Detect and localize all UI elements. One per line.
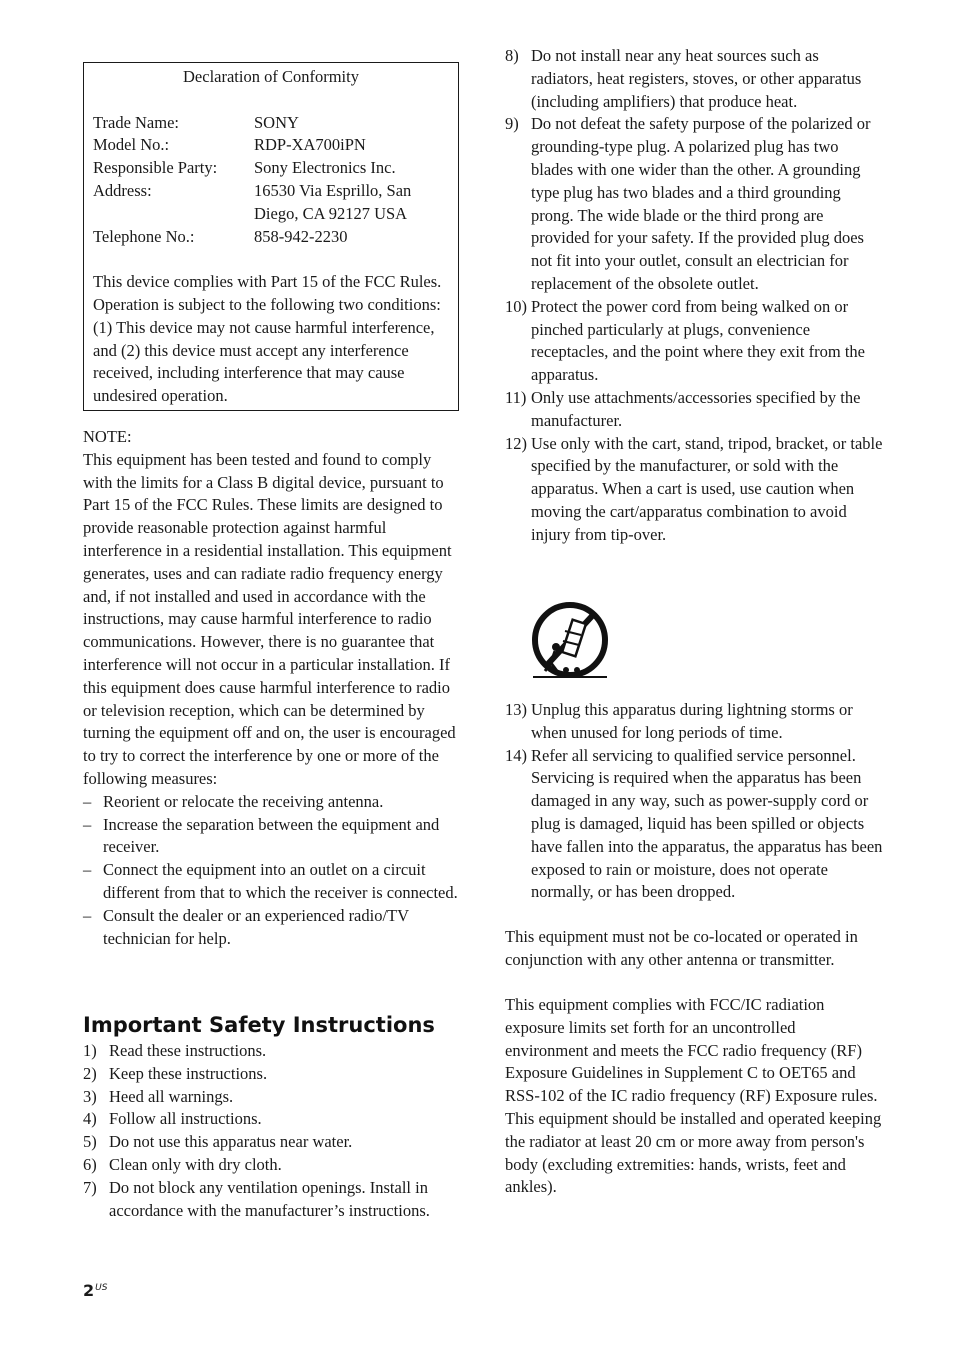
item-number: 5) [83,1132,97,1152]
note-label: NOTE: [83,427,132,446]
item-number: 8) [505,46,519,65]
item-text: Heed all warnings. [109,1086,234,1106]
row-key: Telephone No.: [93,226,195,246]
item-text: Refer all servicing to qualified service personnel. Servicing is required when the apparatus has been damaged in any way, such as power-supply cord or plug is damaged, liquid has been spilled or objects have fallen into the apparatus, the apparatus has been exposed to rain or moisture, does not operate normally, or has been dropped. [531,745,883,902]
rf-exposure-section [505,994,883,1199]
safety-item [505,113,883,295]
declaration-row-address [93,180,458,226]
spacer [93,248,458,271]
item-text: Do not defeat the safety purpose of the polarized or grounding-type plug. A polarized plug has two blades with one wider than the other. A grounding type plug has two blades and a third grounding prong. The wide blade or the third prong are provided for your safety. If the provided plug does not fit into your outlet, consult an electrician for replacement of the obsolete outlet. [531,114,871,293]
safety-list-part-2 [505,45,883,547]
dash-bullet: – [83,905,92,925]
safety-item [83,1154,463,1177]
item-text: Do not install near any heat sources such as radiators, heat registers, stoves, or other apparatus (including amplifiers) that produce heat. [531,46,862,111]
safety-item [83,1040,463,1063]
declaration-row-responsible-party [93,157,458,180]
item-text: Do not block any ventilation openings. Install in accordance with the manufacturer’s instructions. [109,1177,430,1220]
safety-heading: Important Safety Instructions [83,1013,435,1037]
cart-tip-over-warning-icon [529,601,611,683]
measure-item [83,814,461,860]
safety-item [505,45,883,113]
item-number: 12) [505,433,527,453]
dash-bullet: – [83,860,92,880]
row-key: Trade Name: [93,112,179,132]
item-text: Keep these instructions. [109,1063,268,1083]
safety-item [505,433,883,547]
safety-list-part-3 [505,699,883,904]
item-number: 14) [505,745,527,765]
measure-text: Increase the separation between the equipment and receiver. [103,814,440,857]
measure-item [83,859,461,905]
row-key: Model No.: [93,135,170,155]
item-number: 4) [83,1109,97,1129]
row-value: 858-942-2230 [254,226,348,246]
dash-bullet: – [83,791,92,811]
safety-item [83,1108,463,1131]
safety-item [505,745,883,905]
item-text: Protect the power cord from being walked on or pinched particularly at plugs, convenience receptacles, and the point where they exit from the apparatus. [531,296,865,385]
item-text: Follow all instructions. [109,1109,262,1129]
safety-item [505,296,883,387]
safety-item [83,1177,463,1223]
measure-text: Connect the equipment into an outlet on a circuit different from that to which the receiver is connected. [103,860,458,902]
note-body: This equipment has been tested and found to comply with the limits for a Class B digital device, pursuant to Part 15 of the FCC Rules. These limits are designed to provide reasonable protection against harmful interference in a residential installation. This equipment generates, uses and can radiate radio frequency energy and, if not installed and used in accordance with the instructions, may cause harmful interference to radio communications. However, there is no guarantee that interference will not occur in a particular installation. If this equipment does cause harmful interference to radio or television reception, which can be determined by turning the equipment off and on, the user is encouraged to try to correct the interference by one or more of the following measures: [83,449,456,788]
measure-item [83,905,461,951]
row-key: Responsible Party: [93,158,218,178]
declaration-row-telephone [93,226,458,249]
safety-item [505,699,883,745]
page-number [83,1280,107,1305]
page-number-value: 2 [83,1281,95,1300]
item-text: Only use attachments/accessories specified by the manufacturer. [531,387,861,430]
dash-bullet: – [83,814,92,834]
item-number: 13) [505,700,527,719]
item-text: Use only with the cart, stand, tripod, bracket, or table specified by the manufacturer, or sold with the apparatus. When a cart is used, use caution when moving the cart/apparatus combination to avoid injury from tip-over. [531,433,883,544]
item-number: 6) [83,1154,97,1174]
item-number: 2) [83,1063,97,1083]
item-number: 1) [83,1041,97,1060]
row-value: 16530 Via Esprillo, San Diego, CA 92127 USA [254,180,412,223]
item-text: Unplug this apparatus during lightning storms or when unused for long periods of time. [531,700,853,742]
item-text: Clean only with dry cloth. [109,1154,282,1174]
safety-item [83,1086,463,1109]
row-key: Address: [93,180,152,200]
measure-text: Reorient or relocate the receiving antenna. [103,791,384,811]
measure-text: Consult the dealer or an experienced radio/TV technician for help. [103,905,409,948]
declaration-of-conformity-box [83,62,459,411]
item-number: 11) [505,387,527,407]
item-number: 3) [83,1086,97,1106]
spacer [93,89,458,112]
item-text: Do not use this apparatus near water. [109,1132,353,1152]
declaration-row-trade-name [93,112,458,135]
fcc-compliance-statement: This device complies with Part 15 of the FCC Rules. Operation is subject to the following two conditions: (1) This device may not cause harmful interference, and (2) this device must accept any interference received, including interference that may cause undesired operation. [93,272,442,406]
page-region-suffix: US [95,1283,108,1293]
safety-item [83,1131,463,1154]
safety-item [505,387,883,433]
measure-item [83,791,461,814]
row-value: Sony Electronics Inc. [254,158,396,178]
item-number: 7) [83,1177,97,1197]
row-value: SONY [254,112,299,132]
fcc-note [83,426,461,950]
item-text: Read these instructions. [109,1041,267,1060]
rf-distance-paragraph: This equipment should be installed and operated keeping the radiator at least 20 cm or more away from person's body (excluding extremities: hands, wrists, feet and ankles). [505,1108,882,1197]
item-number: 9) [505,114,519,134]
item-number: 10) [505,296,527,316]
declaration-row-model [93,134,458,157]
colocation-statement: This equipment must not be co-located or operated in conjunction with any other antenna or transmitter. [505,927,858,969]
safety-list-part-1 [83,1040,463,1222]
row-value: RDP-XA700iPN [254,135,366,155]
rf-exposure-paragraph: This equipment complies with FCC/IC radiation exposure limits set forth for an uncontrolled environment and meets the FCC radio frequency (RF) Exposure Guidelines in Supplement C to OET65 and RSS-102 of the IC radio frequency (RF) Exposure rules. [505,995,878,1106]
safety-item [83,1063,463,1086]
declaration-title: Declaration of Conformity [183,67,359,86]
